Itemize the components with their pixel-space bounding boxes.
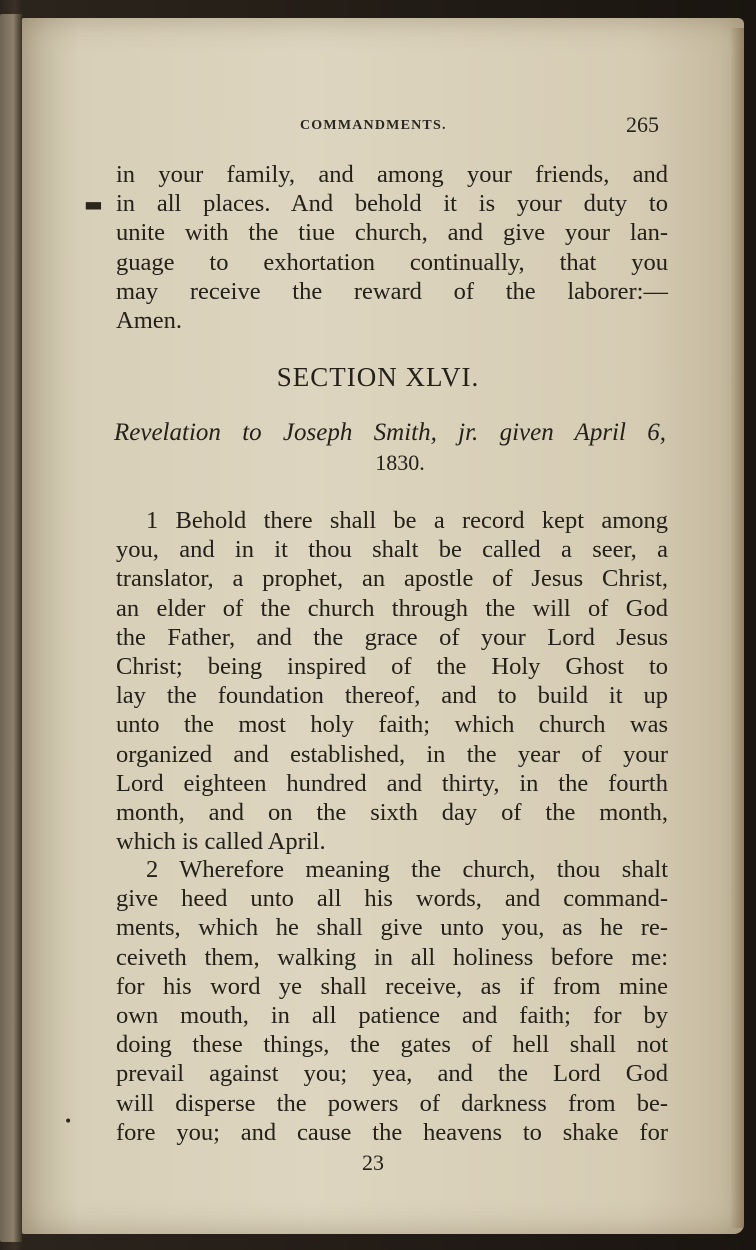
text-line: in all places. And behold it is your duty to [116, 190, 668, 218]
text-line: you, and in it thou shalt be called a seer, a [116, 536, 668, 564]
text-line: ments, which he shall give unto you, as he re- [116, 914, 668, 942]
text-line: give heed unto all his words, and command- [116, 885, 668, 913]
text-line: in your family, and among your friends, and [116, 161, 668, 188]
verse-1 [116, 506, 668, 856]
previous-page-edge [0, 14, 22, 1242]
text-line: ceiveth them, walking in all holiness before me: [116, 943, 668, 971]
page-header [0, 112, 756, 142]
text-line: 1 Behold there shall be a record kept among [146, 507, 668, 534]
margin-mark: ▬ [84, 192, 103, 216]
text-line: will disperse the powers of darkness from be- [116, 1089, 668, 1117]
intro-paragraph [116, 160, 668, 335]
text-line: organized and established, in the year of your [116, 740, 668, 768]
text-line: which is called April. [116, 828, 326, 856]
verse-2 [116, 855, 668, 1147]
running-head: COMMANDMENTS. [300, 118, 447, 133]
text-line: Christ; being inspired of the Holy Ghost to [116, 652, 668, 680]
text-line: unite with the tiue church, and give your lan- [116, 219, 668, 247]
signature-mark: 23 [362, 1150, 384, 1175]
text-line: for his word ye shall receive, as if from mine [116, 972, 668, 1000]
text-line: Lord eighteen hundred and thirty, in the fourth [116, 769, 668, 797]
text-line: lay the foundation thereof, and to build it up [116, 682, 668, 710]
text-line: may receive the reward of the laborer:— [116, 277, 668, 305]
page-edge-shadow [730, 28, 744, 1228]
page-number: 265 [626, 112, 659, 137]
text-line: doing these things, the gates of hell shall not [116, 1031, 668, 1059]
text-line: Amen. [116, 306, 182, 334]
subtitle-year: 1830. [375, 450, 425, 475]
text-line: own mouth, in all patience and faith; for by [116, 1001, 668, 1029]
text-line: translator, a prophet, an apostle of Jesus Christ, [116, 565, 668, 593]
text-line: an elder of the church through the will of God [116, 594, 668, 622]
text-line: fore you; and cause the heavens to shake for [116, 1118, 668, 1146]
section-subtitle [114, 418, 666, 478]
text-line: month, and on the sixth day of the month, [116, 798, 668, 826]
subtitle-line: Revelation to Joseph Smith, jr. given April 6, [114, 419, 666, 446]
text-line: guage to exhortation continually, that you [116, 248, 668, 276]
text-line: unto the most holy faith; which church was [116, 711, 668, 739]
section-heading: SECTION XLVI. [276, 362, 480, 392]
margin-dot: • [64, 1114, 73, 1130]
text-line: prevail against you; yea, and the Lord God [116, 1060, 668, 1088]
text-line: the Father, and the grace of your Lord Jesus [116, 623, 668, 651]
text-line: 2 Wherefore meaning the church, thou shalt [146, 856, 668, 883]
